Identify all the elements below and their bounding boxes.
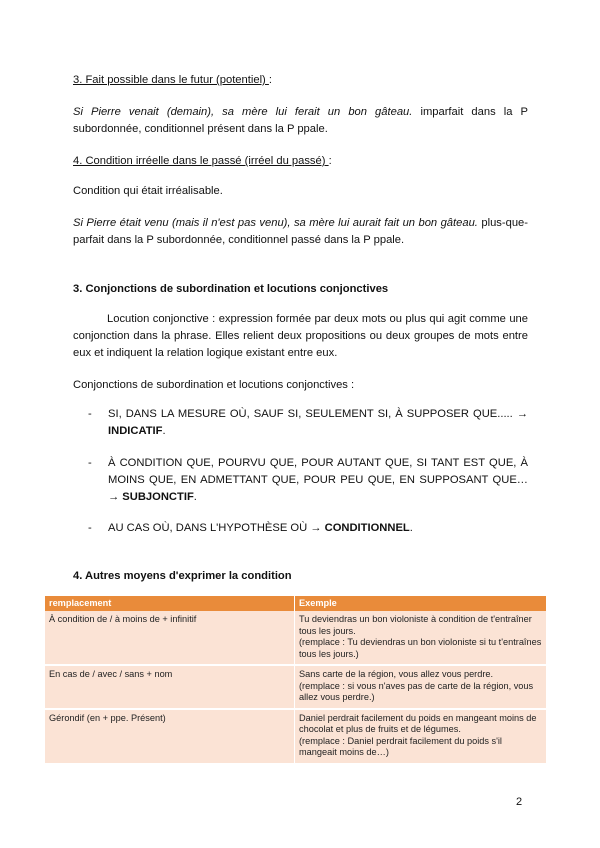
mode-conditionnel: CONDITIONNEL <box>324 522 410 534</box>
cell-exemple: Daniel perdrait facilement du poids en mangeant moins de chocolat et plus de fruits et de légumes. (remplace : Daniel perdrait facilement du poids s'il mangeait moins de…) <box>295 709 547 764</box>
potentiel-example <box>73 104 528 138</box>
potentiel-heading: 3. Fait possible dans le futur (potentiel) : <box>73 74 272 86</box>
irreel-definition: Condition qui était irréalisable. <box>73 185 223 197</box>
cell-remplacement: À condition de / à moins de + infinitif <box>45 611 295 665</box>
section4-title: 4. Autres moyens d'exprimer la condition <box>73 570 292 582</box>
mode-indicatif: INDICATIF <box>108 425 163 437</box>
condition-table <box>45 596 547 765</box>
potentiel-example-sentence: Si Pierre venait (demain), sa mère lui ferait un bon gâteau. <box>73 106 413 118</box>
page-number: 2 <box>516 796 523 808</box>
conjunction-item: - SI, DANS LA MESURE OÙ, SAUF SI, SEULEMENT SI, À SUPPOSER QUE..... → INDICATIF. <box>88 408 528 437</box>
list-intro: Conjonctions de subordination et locutions conjonctives : <box>73 379 355 391</box>
locution-definition: Locution conjonctive : expression formée par deux mots ou plus qui agit comme une conjonction dans la phrase. Elles relient deux propositions ou deux groupes de mots entre eux et indiquent la relation logique existant entre eux. <box>73 313 528 359</box>
table-header-row <box>45 596 547 611</box>
potentiel-explanation: imparfait dans la P subordonnée, conditionnel présent dans la P ppale. <box>73 106 528 135</box>
irreel-heading: 4. Condition irréelle dans le passé (irréel du passé) : <box>73 155 332 167</box>
cell-remplacement: Gérondif (en + ppe. Présent) <box>45 709 295 764</box>
table-row <box>45 665 547 709</box>
section3-title: 3. Conjonctions de subordination et locutions conjonctives <box>73 283 389 295</box>
header-exemple: Exemple <box>295 596 547 611</box>
table-row <box>45 611 547 665</box>
irreel-example-sentence: Si Pierre était venu (mais il n'est pas venu), sa mère lui aurait fait un bon gâteau. <box>73 217 478 229</box>
cell-exemple: Tu deviendras un bon violoniste à condition de t'entraîner tous les jours. (remplace : Tu deviendras un bon violoniste si tu t'entraînes tous les jours.) <box>295 611 547 665</box>
table-row <box>45 709 547 764</box>
header-remplacement: remplacement <box>45 596 295 611</box>
cell-exemple: Sans carte de la région, vous allez vous perdre. (remplace : si vous n'aves pas de carte de la région, vous allez vous perdre.) <box>295 665 547 709</box>
irreel-explanation: plus-que-parfait dans la P subordonnée, conditionnel passé dans la P ppale. <box>73 217 529 246</box>
conjunction-item: - AU CAS OÙ, DANS L'HYPOTHÈSE OÙ → CONDITIONNEL. <box>88 522 413 534</box>
conjunction-item: - À CONDITION QUE, POURVU QUE, POUR AUTANT QUE, SI TANT EST QUE, À MOINS QUE, EN ADMETTANT QUE, POUR PEU QUE, EN SUPPOSANT QUE… → SUBJONCTIF. <box>88 457 528 503</box>
cell-remplacement: En cas de / avec / sans + nom <box>45 665 295 709</box>
irreel-example <box>73 215 528 249</box>
mode-subjonctif: SUBJONCTIF <box>122 491 194 503</box>
